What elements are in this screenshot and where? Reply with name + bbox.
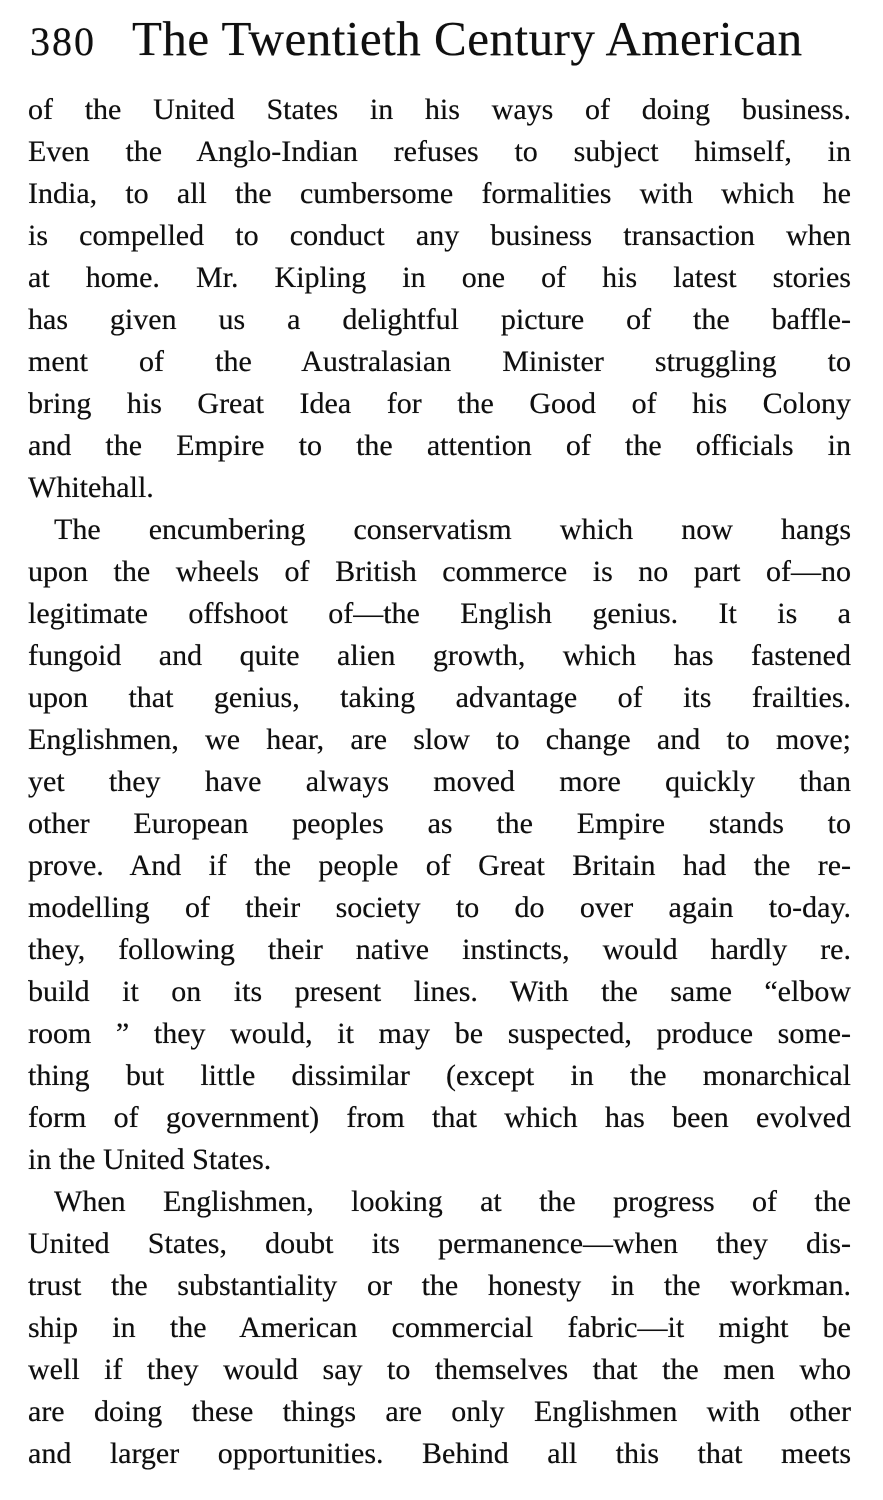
- text-line: The encumbering conservatism which now hangs: [54, 513, 851, 546]
- text-line: of the United States in his ways of doing business.: [28, 93, 851, 126]
- text-line: room ” they would, it may be suspected, produce some-: [28, 1017, 851, 1050]
- text-line: prove. And if the people of Great Britain had the re-: [28, 849, 851, 882]
- text-line: Whitehall.: [28, 471, 154, 504]
- text-line: in the United States.: [28, 1143, 272, 1176]
- paragraph: [28, 509, 851, 1181]
- text-line: and larger opportunities. Behind all this that meets: [28, 1437, 851, 1470]
- text-line: fungoid and quite alien growth, which has fastened: [28, 639, 851, 672]
- page-body: [28, 89, 851, 1475]
- text-line: trust the substantiality or the honesty in the workman.: [28, 1269, 851, 1302]
- text-line: legitimate offshoot of—the English genius. It is a: [28, 597, 851, 630]
- text-line: is compelled to conduct any business transaction when: [28, 219, 851, 252]
- text-line: are doing these things are only Englishmen with other: [28, 1395, 851, 1428]
- text-line: India, to all the cumbersome formalities with which he: [28, 177, 851, 210]
- text-line: bring his Great Idea for the Good of his Colony: [28, 387, 851, 420]
- text-line: build it on its present lines. With the same “elbow: [28, 975, 851, 1008]
- text-line: yet they have always moved more quickly than: [28, 765, 851, 798]
- paragraph: [28, 89, 851, 509]
- text-line: Englishmen, we hear, are slow to change and to move;: [28, 723, 851, 756]
- text-line: form of government) from that which has been evolved: [28, 1101, 851, 1134]
- text-line: they, following their native instincts, would hardly re.: [28, 933, 851, 966]
- paragraph: [28, 1181, 851, 1475]
- running-header: [30, 11, 851, 66]
- text-line: has given us a delightful picture of the baffle-: [28, 303, 851, 336]
- text-line: at home. Mr. Kipling in one of his latest stories: [28, 261, 851, 294]
- text-line: Even the Anglo-Indian refuses to subject himself, in: [28, 135, 851, 168]
- text-line: ship in the American commercial fabric—it might be: [28, 1311, 851, 1344]
- text-line: well if they would say to themselves that the men who: [28, 1353, 851, 1386]
- text-line: modelling of their society to do over again to-day.: [28, 891, 851, 924]
- running-header-title: The Twentieth Century American: [132, 11, 803, 66]
- text-line: When Englishmen, looking at the progress of the: [54, 1185, 851, 1218]
- text-line: ment of the Australasian Minister struggling to: [28, 345, 851, 378]
- text-line: other European peoples as the Empire stands to: [28, 807, 851, 840]
- text-line: and the Empire to the attention of the officials in: [28, 429, 851, 462]
- text-line: United States, doubt its permanence—when they dis-: [28, 1227, 851, 1260]
- text-line: thing but little dissimilar (except in the monarchical: [28, 1059, 851, 1092]
- text-line: upon that genius, taking advantage of its frailties.: [28, 681, 851, 714]
- text-line: upon the wheels of British commerce is no part of—no: [28, 555, 851, 588]
- page-number: 380: [30, 19, 96, 64]
